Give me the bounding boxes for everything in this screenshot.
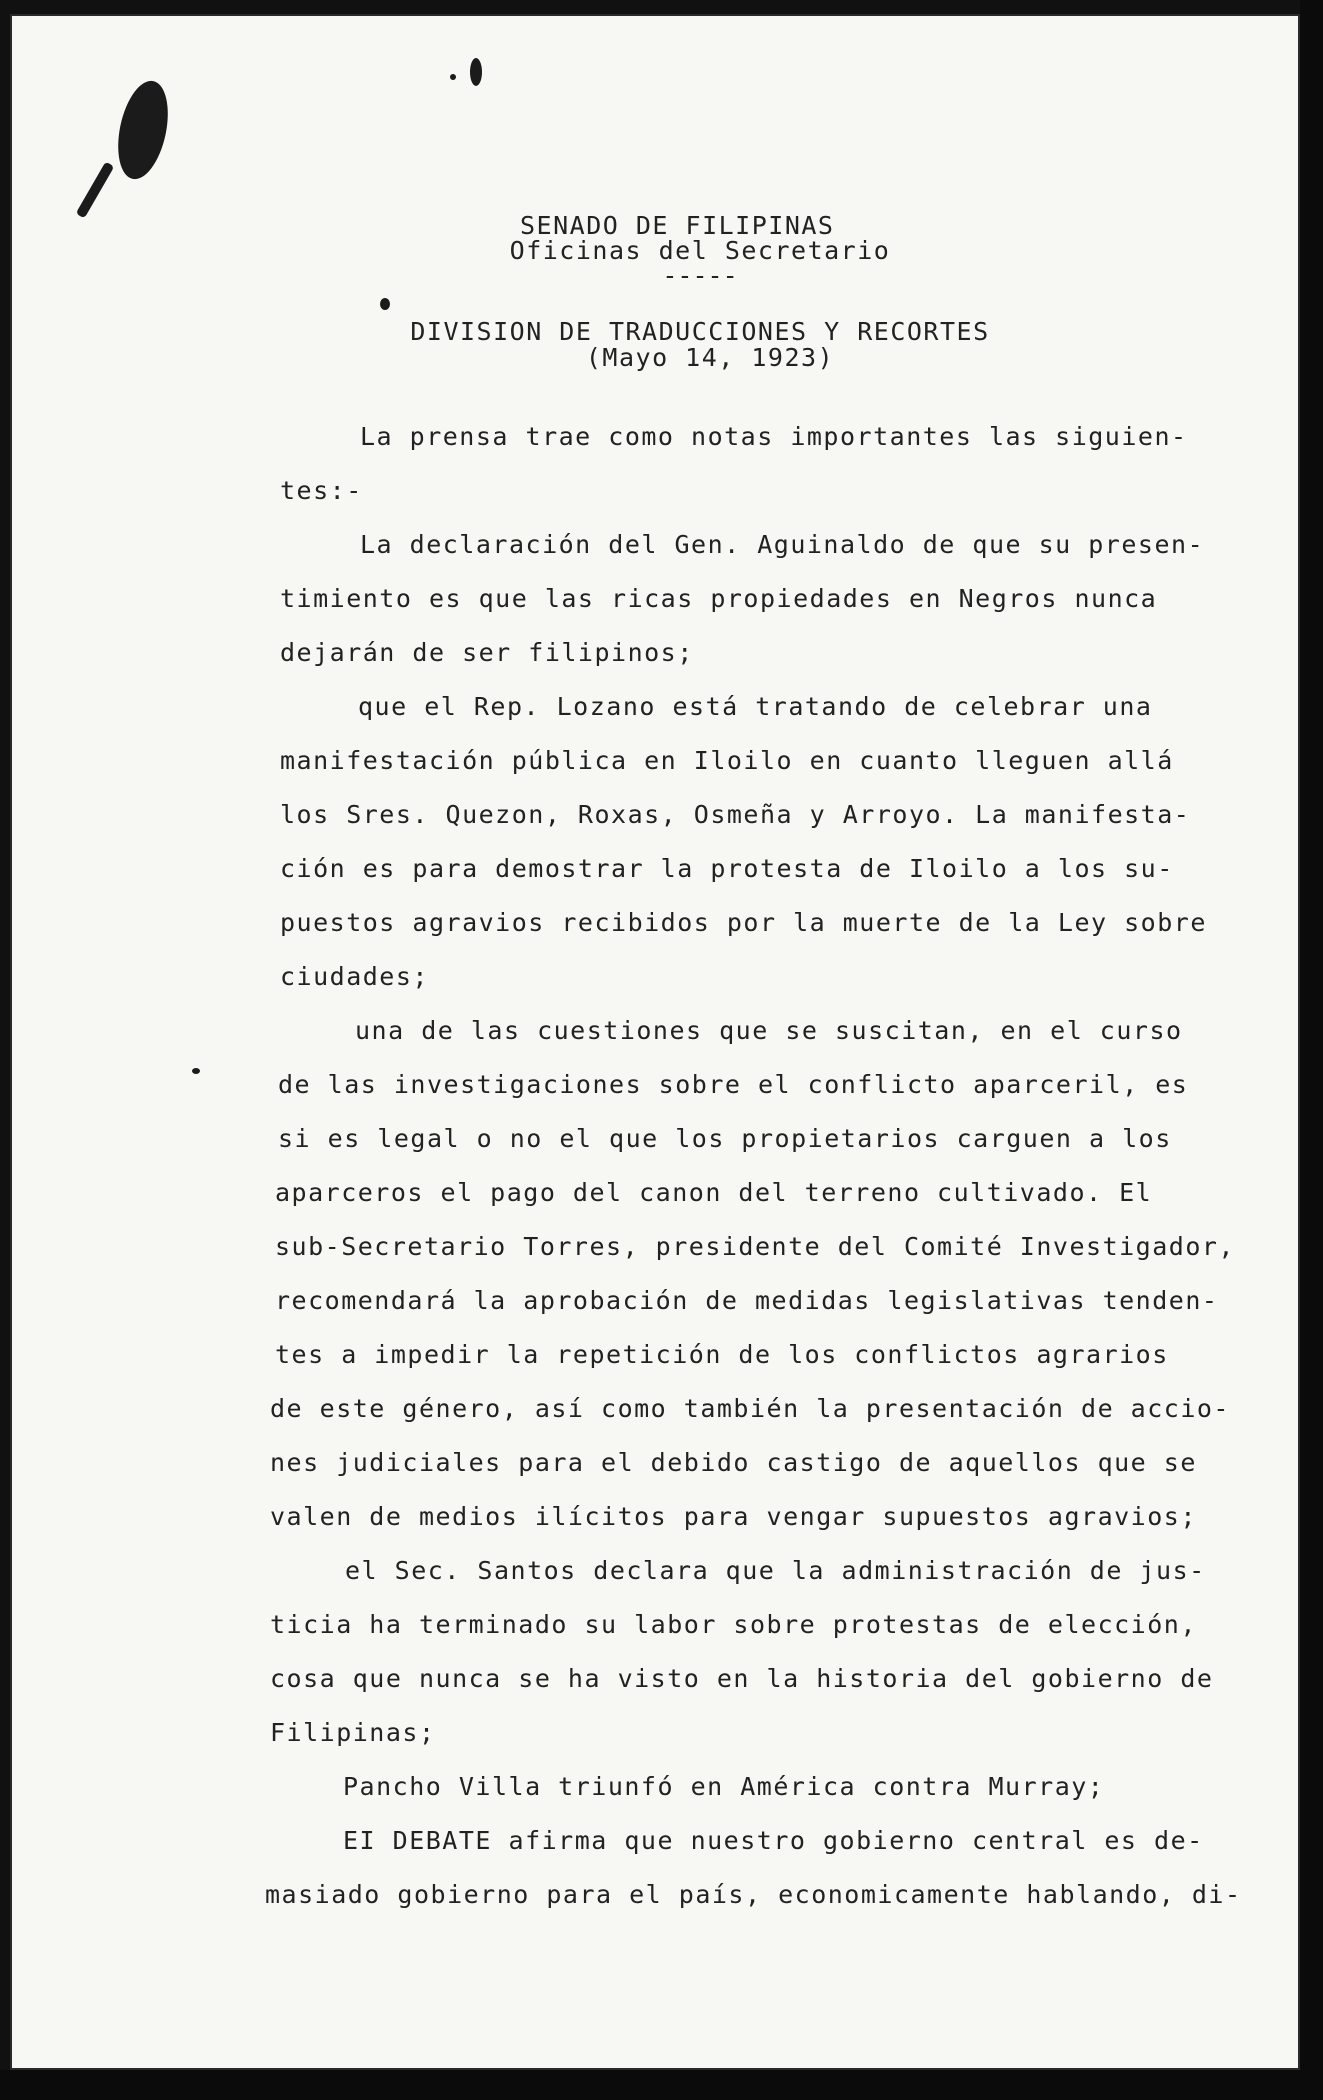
body-line: valen de medios ilícitos para vengar supuestos agravios; [270,1502,1197,1531]
division-heading: DIVISION DE TRADUCCIONES Y RECORTES [410,317,990,346]
body-line: La declaración del Gen. Aguinaldo de que su presen- [360,530,1205,559]
body-line: los Sres. Quezon, Roxas, Osmeña y Arroyo. La manifesta- [280,800,1191,829]
body-line: cosa que nunca se ha visto en la historia del gobierno de [270,1664,1214,1693]
body-line: puestos agravios recibidos por la muerte de la Ley sobre [280,908,1207,937]
body-line: ticia ha terminado su labor sobre protestas de elección, [270,1610,1197,1639]
body-line: tes:- [280,476,363,505]
body-line: recomendará la aprobación de medidas legislativas tenden- [275,1286,1219,1315]
document-date: (Mayo 14, 1923) [585,343,835,372]
scan-border-bottom [0,2070,1323,2100]
body-line: de las investigaciones sobre el conflicto aparceril, es [278,1070,1189,1099]
body-line: manifestación pública en Iloilo en cuanto lleguen allá [280,746,1174,775]
ink-dot [450,74,456,80]
body-line: La prensa trae como notas importantes las siguien- [360,422,1188,451]
ink-dot [470,58,482,86]
body-line: el Sec. Santos declara que la administración de jus- [345,1556,1206,1585]
body-line: EI DEBATE afirma que nuestro gobierno central es de- [343,1826,1204,1855]
ink-dot [192,1068,200,1074]
body-line: timiento es que las ricas propiedades en Negros nunca [280,584,1158,613]
senate-heading: SENADO DE FILIPINAS [520,211,835,240]
body-line: ciudades; [280,962,429,991]
body-line: que el Rep. Lozano está tratando de celebrar una [358,692,1153,721]
body-line: tes a impedir la repetición de los conflictos agrarios [275,1340,1169,1369]
body-line: ción es para demostrar la protesta de Iloilo a los su- [280,854,1174,883]
body-line: si es legal o no el que los propietarios carguen a los [278,1124,1172,1153]
body-line: dejarán de ser filipinos; [280,638,694,667]
ink-dot [380,298,390,310]
heading-separator: ----- [662,261,738,290]
body-line: de este género, así como también la presentación de accio- [270,1394,1230,1423]
scan-border-right [1300,0,1323,2100]
body-line: aparceros el pago del canon del terreno cultivado. El [275,1178,1153,1207]
body-line: sub-Secretario Torres, presidente del Comité Investigador, [275,1232,1235,1261]
body-line: Filipinas; [270,1718,436,1747]
body-line: una de las cuestiones que se suscitan, en el curso [355,1016,1183,1045]
body-line: masiado gobierno para el país, economicamente hablando, di- [265,1880,1242,1909]
office-heading: Oficinas del Secretario [509,236,891,265]
body-line: Pancho Villa triunfó en América contra Murray; [343,1772,1105,1801]
body-line: nes judiciales para el debido castigo de aquellos que se [270,1448,1197,1477]
